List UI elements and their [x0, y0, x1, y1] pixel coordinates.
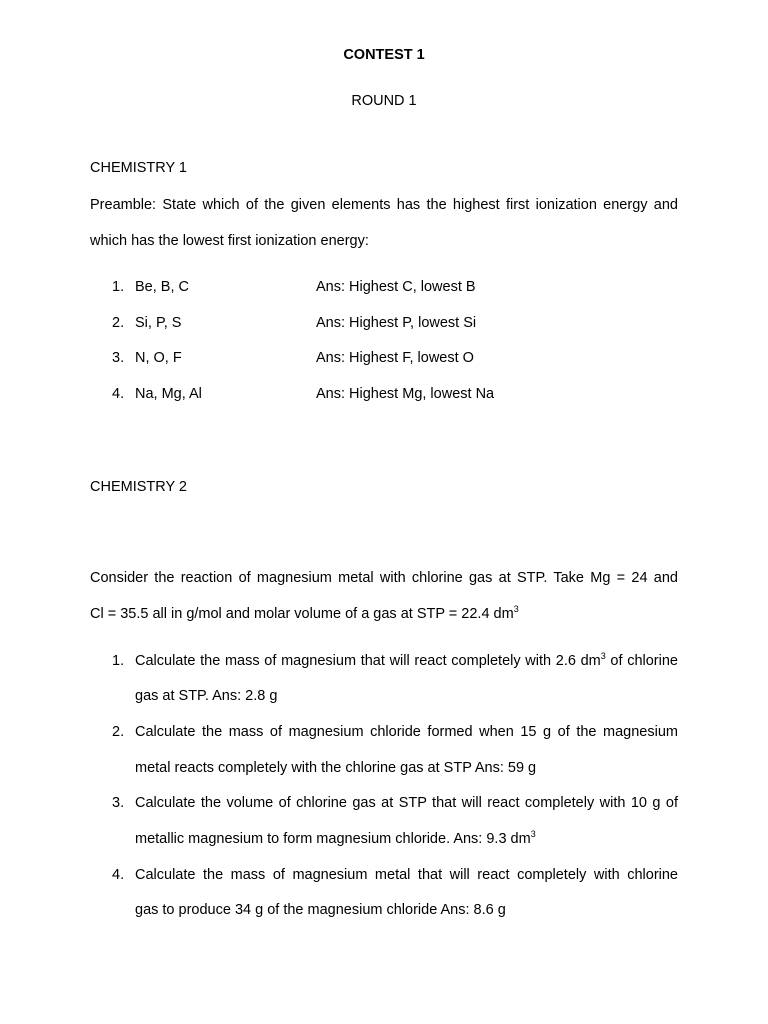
list-item-answer: Ans: Highest F, lowest O [316, 350, 474, 366]
question-line-1: Calculate the volume of chlorine gas at STP that will react completely with 10 g of [135, 795, 678, 811]
question-line-1: Calculate the mass of magnesium that will react completely with 2.6 $dm^3$ of chlorine [135, 651, 678, 669]
list-item-answer: Ans: Highest C, lowest B [316, 279, 476, 295]
chemistry-1-heading: CHEMISTRY 1 [90, 160, 187, 176]
list-item-number: 4. [112, 386, 125, 402]
intro-line-1: Consider the reaction of magnesium metal with chlorine gas at STP. Take Mg = 24 and [90, 570, 678, 586]
list-item-number: 2. [112, 315, 125, 331]
question-number: 1. [112, 653, 125, 669]
list-item-number: 3. [112, 350, 125, 366]
page-title: CONTEST 1 [343, 47, 425, 63]
chemistry-2-heading: CHEMISTRY 2 [90, 479, 187, 495]
question-line-2: gas to produce 34 g of the magnesium chloride Ans: 8.6 g [135, 902, 506, 918]
round-heading: ROUND 1 [351, 93, 417, 109]
list-item-number: 1. [112, 279, 125, 295]
question-number: 2. [112, 724, 125, 740]
list-item-elements: Be, B, C [135, 279, 189, 295]
intro-line-2: Cl = 35.5 all in g/mol and molar volume of a gas at STP = 22.4 $dm^3$ [90, 604, 519, 622]
question-line-1: Calculate the mass of magnesium chloride formed when 15 g of the magnesium [135, 724, 678, 740]
list-item-answer: Ans: Highest P, lowest Si [316, 315, 477, 331]
list-item-elements: Na, Mg, Al [135, 386, 202, 402]
preamble-line-2: which has the lowest first ionization energy: [90, 233, 369, 249]
question-number: 4. [112, 867, 125, 883]
question-line-2: metallic magnesium to form magnesium chloride. Ans: 9.3 $dm^3$ [135, 829, 536, 847]
preamble-line-1: Preamble: State which of the given elements has the highest first ionization energy and [90, 197, 678, 213]
question-number: 3. [112, 795, 125, 811]
question-line-2: gas at STP. Ans: 2.8 g [135, 688, 278, 704]
list-item-elements: Si, P, S [135, 315, 182, 331]
list-item-elements: N, O, F [135, 350, 182, 366]
list-item-answer: Ans: Highest Mg, lowest Na [316, 386, 495, 402]
question-line-2: metal reacts completely with the chlorine gas at STP Ans: 59 g [135, 760, 537, 776]
question-line-1: Calculate the mass of magnesium metal that will react completely with chlorine [135, 867, 678, 883]
